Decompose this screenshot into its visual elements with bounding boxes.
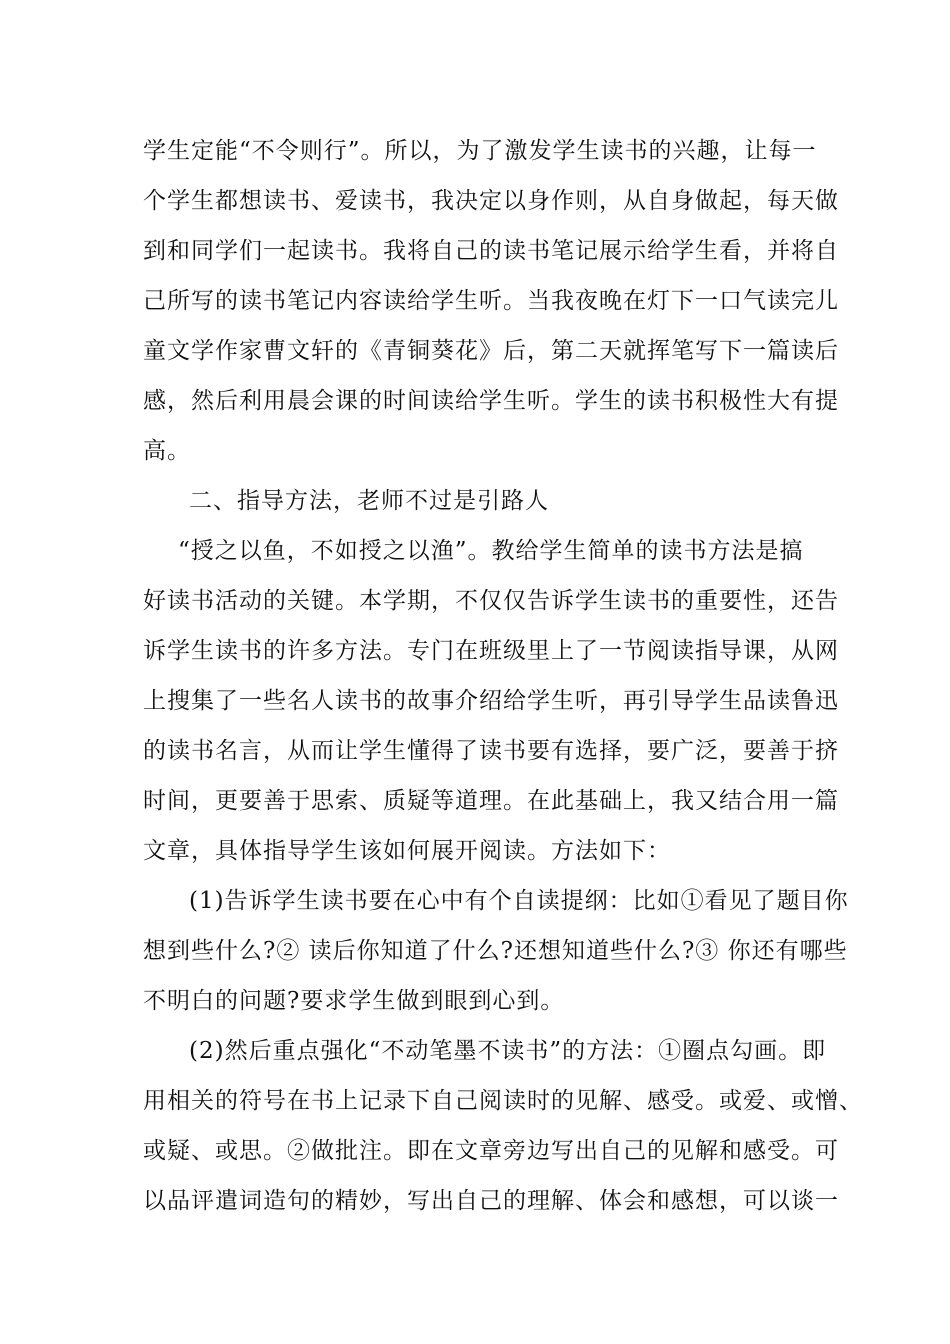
text-line-4: 己所写的读书笔记内容读给学生听。当我夜晚在灯下一口气读完儿 xyxy=(143,288,839,314)
text-line-6: 感，然后利用晨会课的时间读给学生听。学生的读书积极性大有提 xyxy=(143,388,839,414)
text-line-12: 上搜集了一些名人读书的故事介绍给学生听，再引导学生品读鲁迅 xyxy=(143,688,839,714)
text-line-22: 以品评遣词造句的精妙，写出自己的理解、体会和感想，可以谈一 xyxy=(143,1188,839,1214)
text-line-15: 文章，具体指导学生该如何展开阅读。方法如下： xyxy=(143,838,671,864)
text-line-20: 用相关的符号在书上记录下自己阅读时的见解、感受。或爱、或憎、 xyxy=(143,1088,863,1114)
text-line-17: 想到些什么?② 读后你知道了什么?还想知道些什么?③ 你还有哪些 xyxy=(143,938,848,964)
text-line-1: 学生定能“不令则行”。所以，为了激发学生读书的兴趣，让每一 xyxy=(143,138,817,164)
text-line-18: 不明白的问题?要求学生做到眼到心到。 xyxy=(143,988,565,1014)
text-line-16: (1)告诉学生读书要在心中有个自读提纲：比如①看见了题目你 xyxy=(189,888,849,914)
text-line-13: 的读书名言，从而让学生懂得了读书要有选择，要广泛，要善于挤 xyxy=(143,738,839,764)
text-line-19: (2)然后重点强化“不动笔墨不读书”的方法：①圈点勾画。即 xyxy=(189,1038,827,1064)
text-line-14: 时间，更要善于思索、质疑等道理。在此基础上，我又结合用一篇 xyxy=(143,788,839,814)
text-line-9: “授之以鱼，不如授之以渔”。教给学生简单的读书方法是搞 xyxy=(178,538,804,564)
text-line-7: 高。 xyxy=(143,438,191,464)
text-line-3: 到和同学们一起读书。我将自己的读书笔记展示给学生看，并将自 xyxy=(143,238,839,264)
text-line-11: 诉学生读书的许多方法。专门在班级里上了一节阅读指导课，从网 xyxy=(143,638,839,664)
text-line-10: 好读书活动的关键。本学期，不仅仅告诉学生读书的重要性，还告 xyxy=(143,588,839,614)
text-line-21: 或疑、或思。②做批注。即在文章旁边写出自己的见解和感受。可 xyxy=(143,1138,839,1164)
text-line-5: 童文学作家曹文轩的《青铜葵花》后，第二天就挥笔写下一篇读后 xyxy=(143,338,839,364)
text-line-2: 个学生都想读书、爱读书，我决定以身作则，从自身做起，每天做 xyxy=(143,188,839,214)
section-heading: 二、指导方法，老师不过是引路人 xyxy=(189,488,549,514)
